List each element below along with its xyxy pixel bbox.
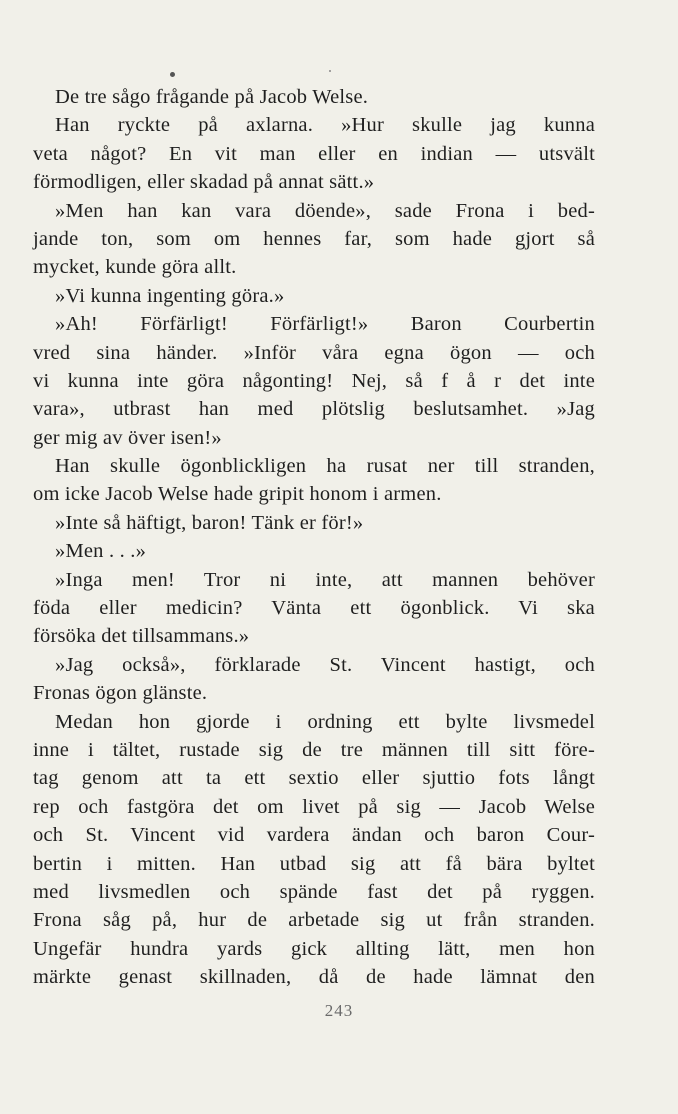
text-line: ger mig av över isen!»: [33, 426, 222, 449]
text-line: »Men han kan vara döende», sade Frona i bed-: [55, 199, 595, 222]
text-line: tag genom att ta ett sextio eller sjuttio fots långt: [33, 767, 595, 790]
text-line: Han ryckte på axlarna. »Hur skulle jag kunna: [55, 114, 595, 137]
text-line: föda eller medicin? Vänta ett ögonblick. Vi ska: [33, 597, 595, 620]
text-line: märkte genast skillnaden, då de hade lämnat den: [33, 966, 595, 989]
text-line: mycket, kunde göra allt.: [33, 256, 237, 279]
text-line: jande ton, som om hennes far, som hade gjort så: [33, 227, 595, 250]
text-line: med livsmedlen och spände fast det på ryggen.: [33, 880, 595, 903]
text-line: veta något? En vit man eller en indian — utsvält: [33, 142, 595, 165]
text-line: förmodligen, eller skadad på annat sätt.»: [33, 171, 375, 194]
print-speck: [329, 70, 331, 72]
text-line: Han skulle ögonblickligen ha rusat ner till stranden,: [55, 455, 595, 478]
page-number: 243: [324, 1001, 354, 1020]
text-line: »Inte så häftigt, baron! Tänk er för!»: [55, 511, 364, 534]
text-line: försöka det tillsammans.»: [33, 625, 250, 648]
text-line: bertin i mitten. Han utbad sig att få bära byltet: [33, 852, 595, 875]
text-line: Frona såg på, hur de arbetade sig ut från stranden.: [33, 909, 595, 932]
text-line: »Men . . .»: [55, 540, 147, 563]
text-line: Ungefär hundra yards gick allting lätt, men hon: [33, 937, 595, 960]
text-line: vara», utbrast han med plötslig beslutsamhet. »Jag: [33, 398, 595, 421]
text-line: vi kunna inte göra någonting! Nej, så f å r det inte: [33, 369, 595, 392]
text-line: »Inga men! Tror ni inte, att mannen behöver: [55, 568, 595, 591]
text-line: »Vi kunna ingenting göra.»: [55, 284, 285, 307]
body-text: [33, 83, 595, 992]
text-line: Fronas ögon glänste.: [33, 682, 208, 705]
text-line: »Jag också», förklarade St. Vincent hastigt, och: [55, 653, 595, 676]
text-line: Medan hon gjorde i ordning ett bylte livsmedel: [55, 710, 595, 733]
text-line: De tre sågo frågande på Jacob Welse.: [55, 86, 369, 108]
print-speck: [170, 72, 175, 77]
text-line: inne i tältet, rustade sig de tre männen till sitt före-: [33, 738, 595, 761]
text-line: och St. Vincent vid vardera ändan och baron Cour-: [33, 824, 595, 847]
text-line: rep och fastgöra det om livet på sig — Jacob Welse: [33, 795, 595, 818]
text-line: »Ah! Förfärligt! Förfärligt!» Baron Courbertin: [55, 313, 595, 336]
text-line: om icke Jacob Welse hade gripit honom i armen.: [33, 483, 442, 506]
text-line: vred sina händer. »Inför våra egna ögon — och: [33, 341, 595, 364]
